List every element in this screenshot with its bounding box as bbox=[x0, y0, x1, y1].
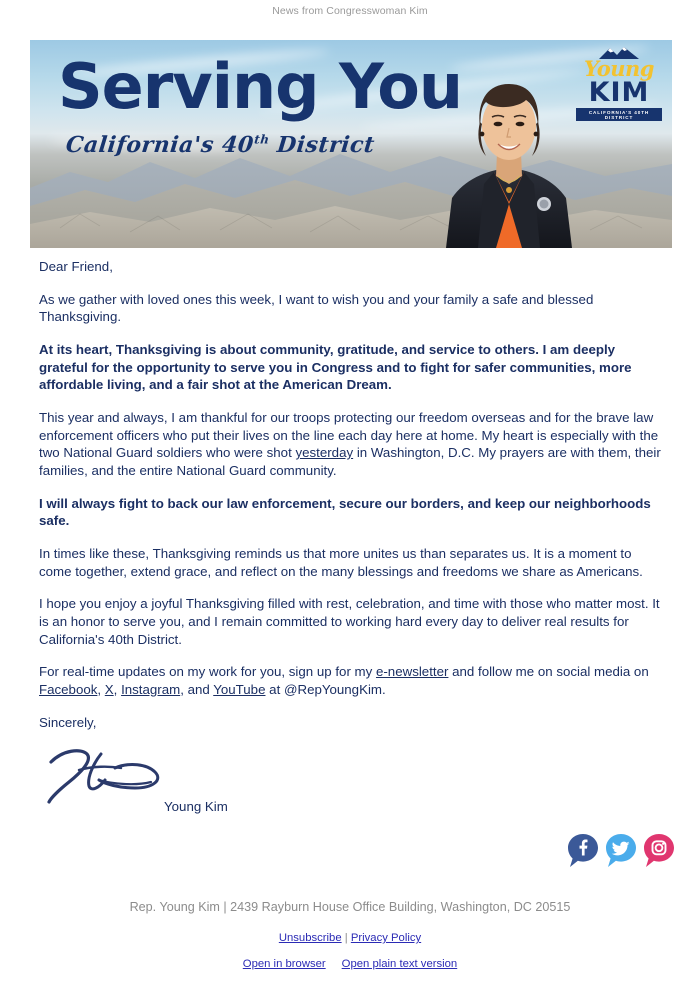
email-footer bbox=[0, 900, 700, 970]
banner-subtitle bbox=[65, 132, 376, 158]
closing-text: Sincerely, bbox=[39, 714, 97, 730]
portrait-photo bbox=[434, 52, 584, 248]
signature-block bbox=[39, 714, 661, 816]
handwritten-signature-image bbox=[43, 744, 193, 804]
paragraph-6: I hope you enjoy a joyful Thanksgiving filled with rest, celebration, and time with those who matter most. It is an honor to serve you, and I remain committed to working hard every day to deliver real results for California's 40th District. bbox=[39, 596, 660, 647]
facebook-icon[interactable] bbox=[567, 833, 599, 869]
privacy-policy-link[interactable]: Privacy Policy bbox=[350, 932, 422, 944]
paragraph-4-bold: I will always fight to back our law enforcement, secure our borders, and keep our neighborhoods safe. bbox=[39, 495, 651, 529]
open-in-browser-link[interactable]: Open in browser bbox=[242, 958, 326, 970]
paragraph-3-part-b: in Washington, D.C. My prayers are with them, their families, and the entire National Guard community. bbox=[39, 445, 661, 479]
e-newsletter-link[interactable]: e-newsletter bbox=[375, 664, 449, 680]
young-kim-logo bbox=[576, 46, 662, 121]
signature-name: Young Kim bbox=[164, 799, 228, 815]
paragraph-3 bbox=[39, 409, 661, 480]
paragraph-5: In times like these, Thanksgiving reminds us that more unites us than separates us. It is a moment to come together, extend grace, and reflect on the many blessings and freedoms we share as Americans. bbox=[39, 546, 643, 579]
paragraph-7-comma-2: , bbox=[113, 682, 122, 698]
x-link[interactable]: X bbox=[104, 682, 114, 698]
paragraph-7-handle: at @RepYoungKim. bbox=[265, 682, 386, 698]
banner-title: Serving You bbox=[58, 50, 462, 123]
footer-separator: | bbox=[341, 932, 351, 944]
yesterday-link[interactable]: yesterday bbox=[295, 445, 354, 461]
youtube-link[interactable]: YouTube bbox=[213, 682, 266, 698]
unsubscribe-link[interactable]: Unsubscribe bbox=[278, 932, 342, 944]
banner-subtitle-ordinal: th bbox=[253, 132, 271, 147]
logo-young-text: Young bbox=[584, 56, 654, 81]
social-icons-row bbox=[567, 833, 675, 869]
paragraph-7-part-b: and follow me on social media on bbox=[448, 664, 649, 680]
banner-subtitle-pre: California's 40 bbox=[64, 132, 256, 158]
email-banner bbox=[30, 40, 672, 248]
paragraph-7-and: , and bbox=[180, 682, 214, 698]
salutation: Dear Friend, bbox=[39, 259, 113, 274]
logo-kim-text: KIM bbox=[588, 77, 650, 108]
preheader-text: News from Congresswoman Kim bbox=[272, 5, 428, 17]
paragraph-7 bbox=[39, 663, 661, 698]
paragraph-1: As we gather with loved ones this week, I want to wish you and your family a safe and blessed Thanksgiving. bbox=[39, 291, 594, 325]
footer-links-secondary bbox=[0, 958, 700, 970]
paragraph-3-part-a: This year and always, I am thankful for our troops protecting our freedom overseas and for the brave law enforcement officers who put their lives on the line each day here at home. My heart is especially with the two National Guard soldiers who were shot bbox=[39, 410, 659, 461]
twitter-icon[interactable] bbox=[605, 833, 637, 869]
logo-district-text: CALIFORNIA'S 40TH DISTRICT bbox=[576, 108, 662, 121]
paragraph-7-comma-1: , bbox=[97, 682, 105, 698]
instagram-icon[interactable] bbox=[643, 833, 675, 869]
instagram-link[interactable]: Instagram bbox=[121, 682, 181, 698]
footer-address: Rep. Young Kim | 2439 Rayburn House Office Building, Washington, DC 20515 bbox=[129, 900, 571, 914]
open-plain-text-link[interactable]: Open plain text version bbox=[341, 958, 458, 970]
paragraph-2-bold: At its heart, Thanksgiving is about community, gratitude, and service to others. I am deeply grateful for the opportunity to serve you in Congress and to fight for safer communities, more affordable living, and a fair shot at the American Dream. bbox=[39, 342, 632, 393]
letter-body bbox=[39, 258, 661, 816]
footer-links-primary bbox=[0, 932, 700, 944]
paragraph-7-part-a: For real-time updates on my work for you, sign up for my bbox=[39, 664, 376, 680]
banner-subtitle-post: District bbox=[267, 132, 377, 158]
facebook-link[interactable]: Facebook bbox=[39, 682, 98, 698]
